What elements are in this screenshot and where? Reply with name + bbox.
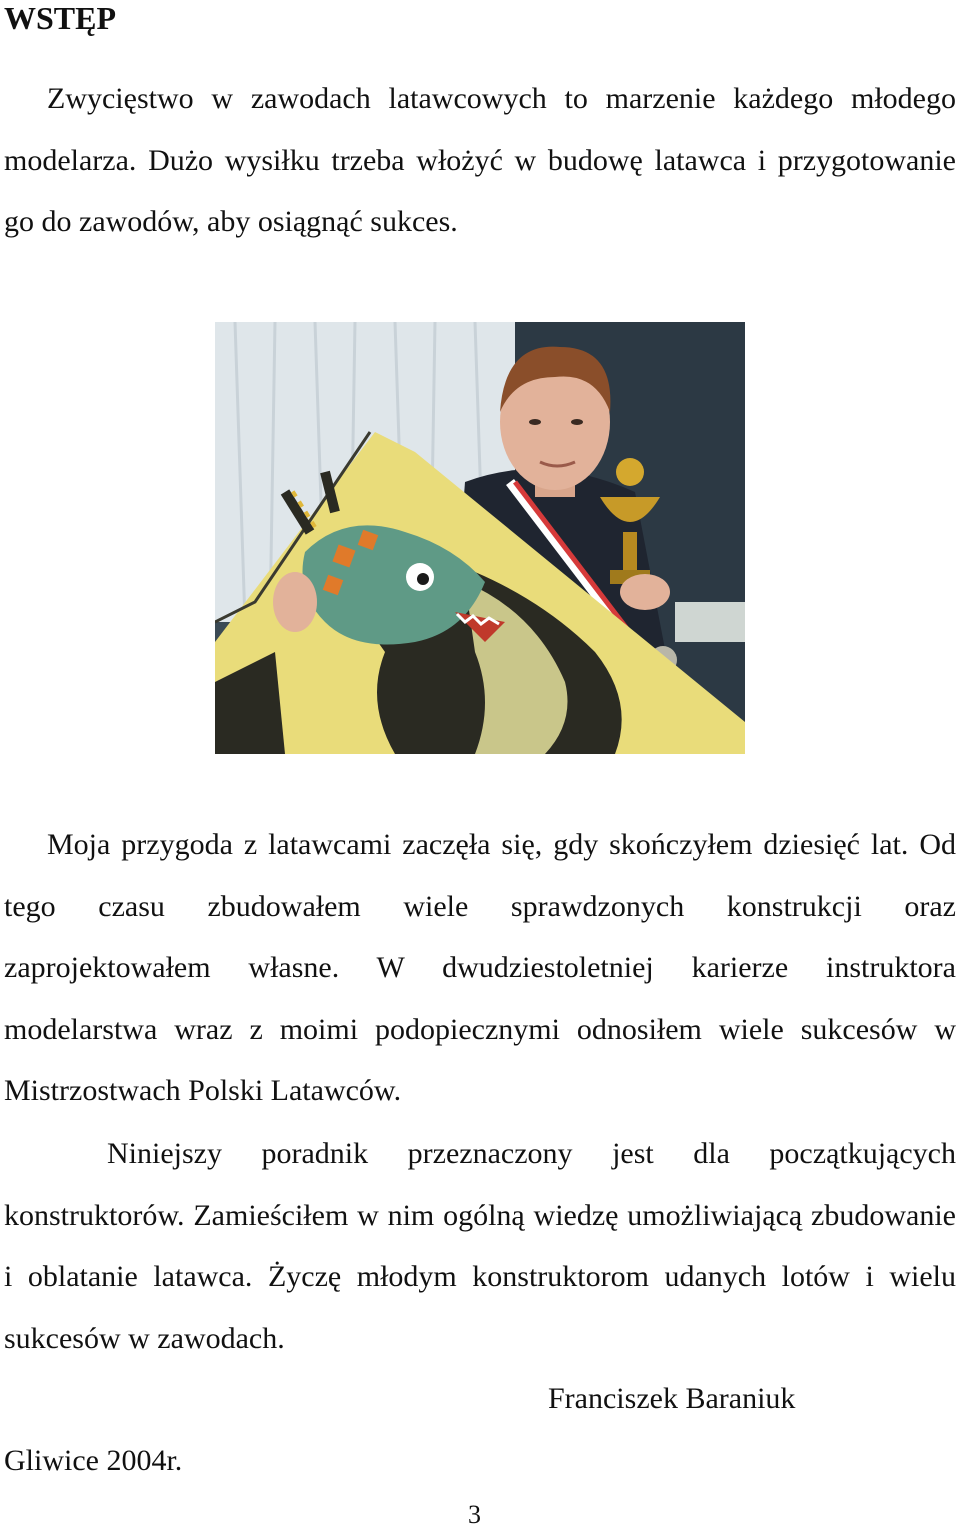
author-signature: Franciszek Baraniuk <box>548 1382 796 1415</box>
place-date: Gliwice 2004r. <box>4 1444 183 1477</box>
page-number: 3 <box>468 1500 481 1529</box>
guide-paragraph: Niniejszy poradnik przeznaczony jest dla początkujących konstruktorów. Zamieściłem w nim ogólną wiedzę umożliwiającą zbudowanie i oblatanie latawca. Życzę młodym konstruktorom udanych lotów i wielu sukcesów w zawodach. <box>4 1137 956 1355</box>
intro-paragraph: Zwycięstwo w zawodach latawcowych to marzenie każdego młodego modelarza. Dużo wysiłku trzeba włożyć w budowę latawca i przygotowanie go do zawodów, aby osiągnąć sukces. <box>4 82 956 238</box>
section-heading: WSTĘP <box>4 0 117 36</box>
story-paragraph: Moja przygoda z latawcami zaczęła się, gdy skończyłem dziesięć lat. Od tego czasu zbudowałem wiele sprawdzonych konstrukcji oraz zaprojektowałem własne. W dwudziestoletniej karierze instruktora modelarstwa wraz z moimi podopiecznymi odnosiłem wiele sukcesów w Mistrzostwach Polski Latawców. <box>4 828 956 1107</box>
boy-with-kite-photo <box>215 322 745 754</box>
